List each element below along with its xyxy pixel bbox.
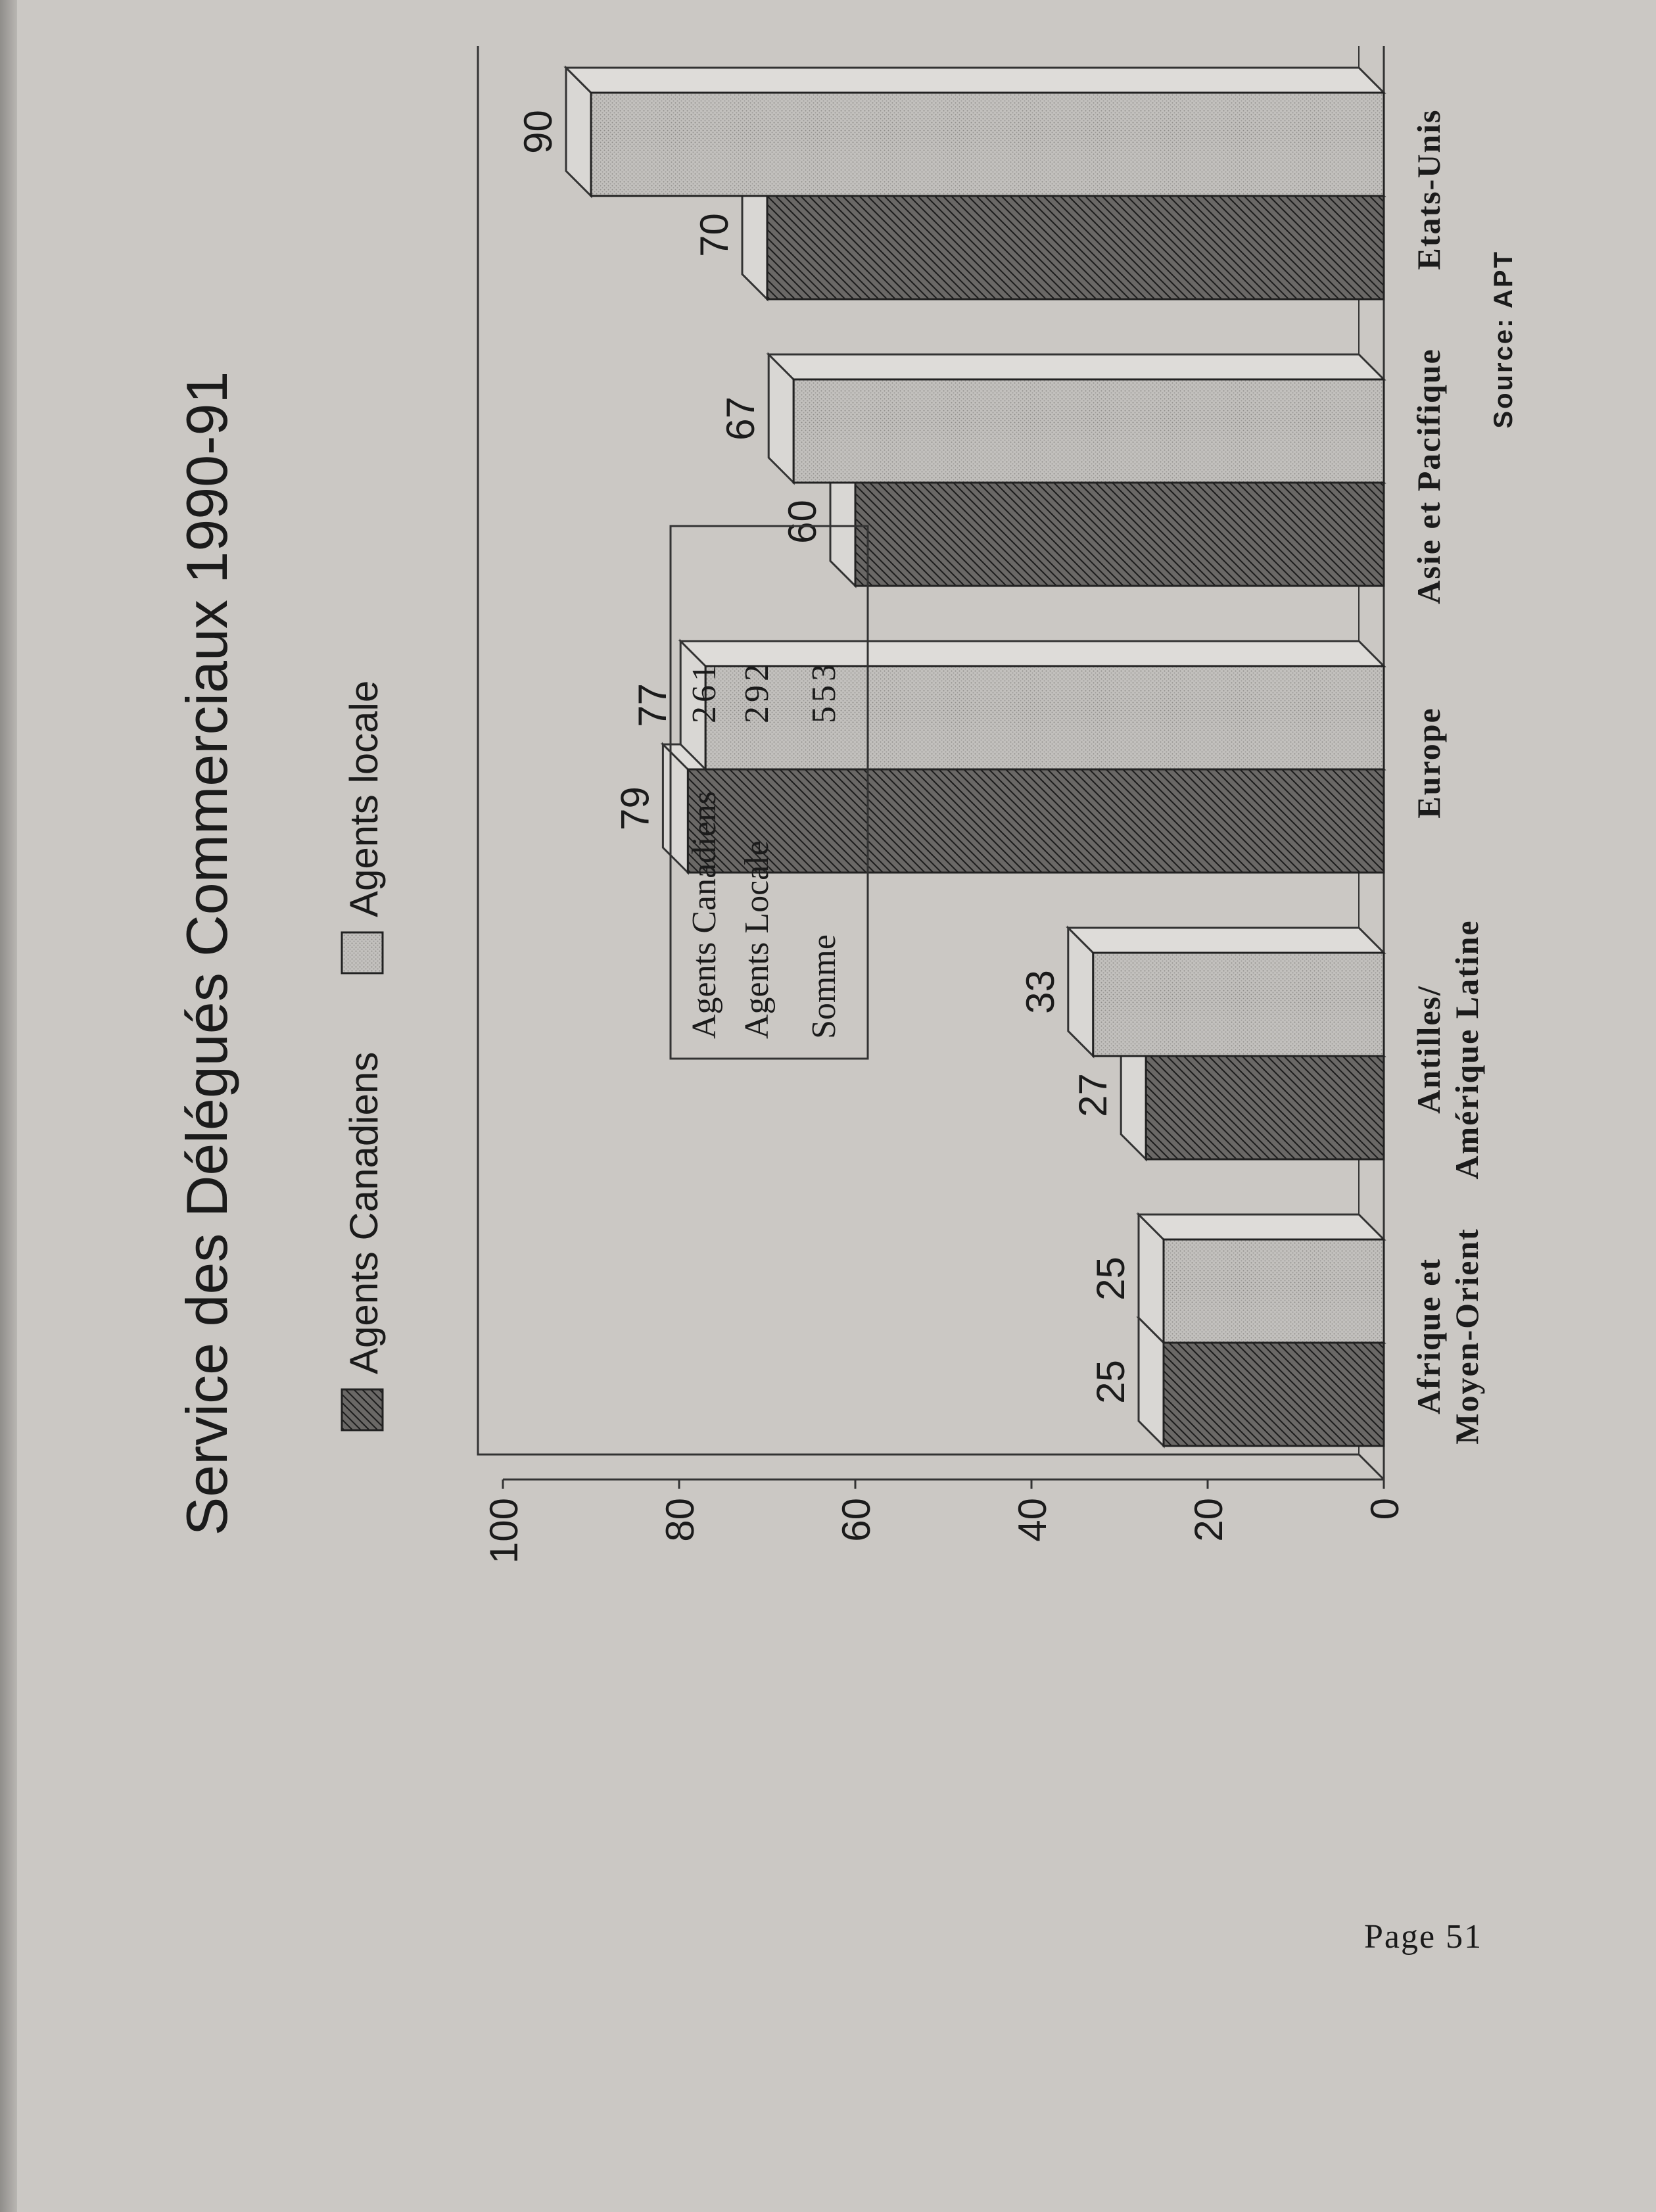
bar-side [1139, 1214, 1384, 1239]
legend-swatch-locale [342, 932, 383, 973]
category-label: Amérique Latine [1448, 919, 1485, 1180]
bar [767, 196, 1384, 299]
data-label: 25 [1089, 1257, 1133, 1301]
legend-label-locale: Agents locale [342, 680, 386, 917]
y-tick-label: 20 [1187, 1498, 1231, 1542]
data-label: 25 [1089, 1360, 1133, 1404]
category-label: Afrique et [1410, 1258, 1447, 1414]
data-label: 60 [780, 500, 824, 544]
legend [342, 681, 386, 1430]
bar [855, 483, 1384, 586]
page-number: Page 51 [1364, 1918, 1483, 1956]
bar [591, 93, 1384, 196]
bar [1146, 1056, 1384, 1159]
summary-label-somme: Somme [805, 934, 843, 1039]
plot-area [478, 46, 1485, 1564]
y-tick-label: 40 [1010, 1498, 1054, 1542]
category-label: Antilles/ [1410, 985, 1447, 1114]
bar-side [680, 641, 1384, 666]
summary-label-locale: Agents Locale [738, 840, 776, 1039]
summary-label-canadiens: Agents Canadiens [686, 791, 723, 1039]
bar-side [769, 354, 1384, 379]
chart-title: Service des Délégués Commerciaux 1990-91 [174, 371, 239, 1536]
source-note: Source: APT [1489, 250, 1518, 429]
y-tick-label: 80 [658, 1498, 702, 1542]
y-tick-label: 0 [1363, 1498, 1407, 1520]
summary-value-canadiens: 261 [686, 660, 723, 723]
legend-swatch-canadiens [342, 1389, 383, 1430]
data-label: 27 [1071, 1073, 1116, 1117]
bar [1093, 953, 1384, 1056]
summary-value-locale: 292 [738, 660, 776, 723]
bar-side [566, 68, 1384, 93]
category-label: Europe [1410, 707, 1447, 819]
y-tick-label: 100 [482, 1498, 526, 1564]
summary-value-somme: 553 [805, 660, 843, 723]
y-tick-label: 60 [834, 1498, 878, 1542]
data-label: 79 [613, 786, 657, 830]
bar [1164, 1239, 1384, 1343]
data-label: 67 [719, 397, 763, 441]
bar [1164, 1343, 1384, 1446]
data-label: 77 [630, 683, 675, 727]
category-label: Asie et Pacifique [1410, 348, 1447, 604]
legend-label-canadiens: Agents Canadiens [342, 1051, 386, 1374]
data-label: 33 [1018, 970, 1062, 1014]
bar-side [1068, 928, 1384, 953]
bar [688, 769, 1384, 873]
data-label: 90 [516, 110, 560, 154]
category-label: Moyen-Orient [1448, 1228, 1485, 1445]
bar [793, 379, 1384, 483]
data-label: 70 [692, 213, 736, 257]
category-label: Etats-Unis [1410, 108, 1447, 270]
